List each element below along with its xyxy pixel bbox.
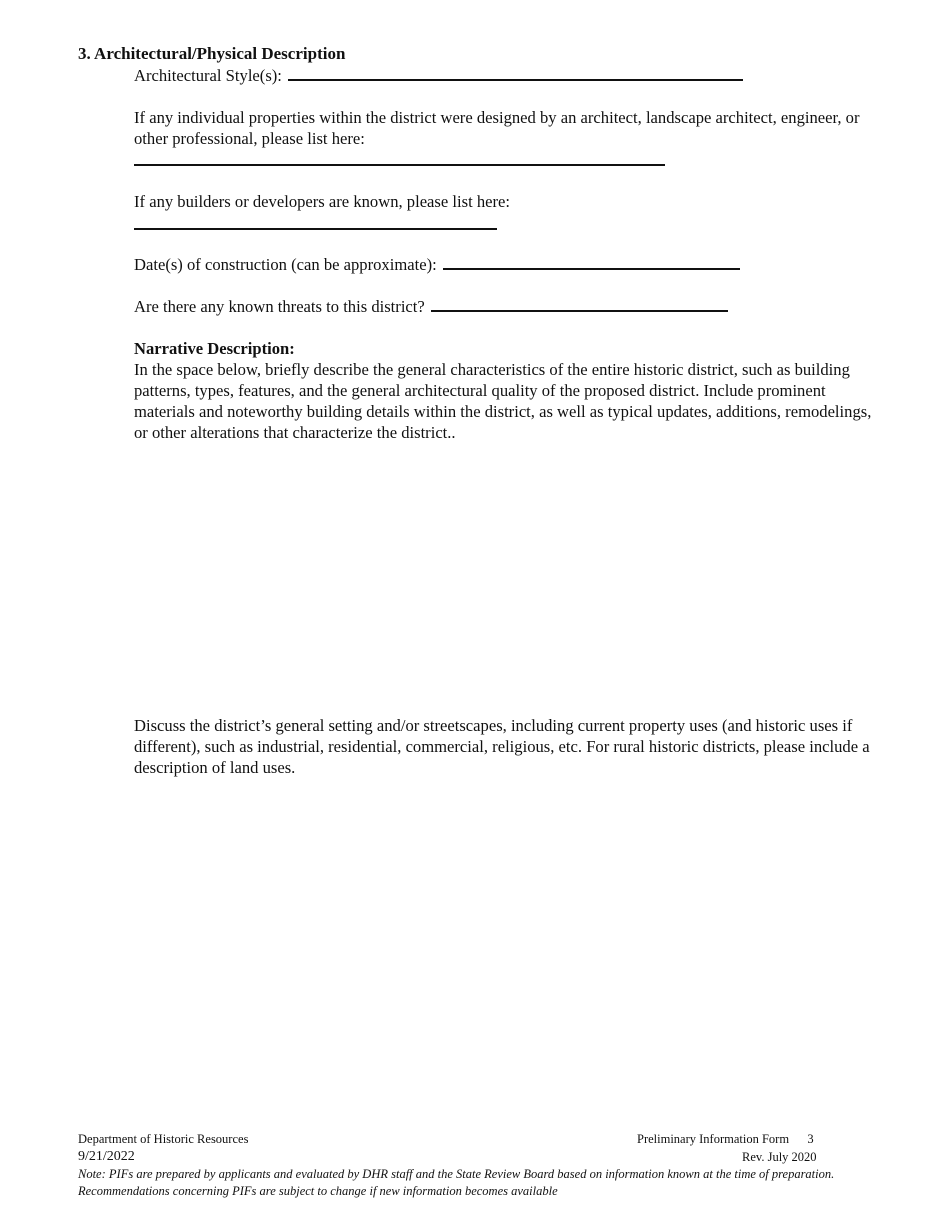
footer-revision: Rev. July 2020 <box>742 1150 817 1164</box>
setting-prompt: Discuss the district’s general setting and/or streetscapes, including current property uses (and historic uses if different), such as industrial, residential, commercial, religious, etc. For rural historic districts, please include a description of land uses. <box>134 716 870 777</box>
builders-field[interactable] <box>134 228 497 230</box>
narrative-response-area[interactable] <box>134 450 874 700</box>
setting-response-area[interactable] <box>134 790 874 1120</box>
narrative-prompt: In the space below, briefly describe the general characteristics of the entire historic district, such as building patterns, types, features, and the general architectural quality of the proposed district. Include prominent materials and noteworthy building details within the district, as well as typical updates, additions, remodelings, or other alterations that characterize the district.. <box>134 360 872 442</box>
construction-date-label: Date(s) of construction (can be approximate): <box>134 255 437 274</box>
footer-date: 9/21/2022 <box>78 1149 135 1164</box>
threats-row <box>134 296 728 317</box>
threats-field[interactable] <box>431 296 728 312</box>
architectural-style-row <box>134 65 743 86</box>
construction-date-row <box>134 254 740 275</box>
designers-prompt: If any individual properties within the district were designed by an architect, landscape architect, engineer, or other professional, please list here: <box>134 108 860 148</box>
footer-note <box>78 1166 834 1200</box>
narrative-heading: Narrative Description: <box>134 339 295 358</box>
footer-form-name: Preliminary Information Form <box>637 1132 790 1146</box>
footer-note-line2: Recommendations concerning PIFs are subject to change if new information becomes available <box>78 1184 558 1198</box>
footer-department: Department of Historic Resources <box>78 1132 249 1146</box>
designers-field[interactable] <box>134 164 665 166</box>
footer-note-line1: Note: PIFs are prepared by applicants and evaluated by DHR staff and the State Review Board based on information known at the time of preparation. <box>78 1167 835 1181</box>
architectural-style-label: Architectural Style(s): <box>134 66 282 85</box>
threats-label: Are there any known threats to this district? <box>134 297 425 316</box>
architectural-style-field[interactable] <box>288 65 743 81</box>
section-heading: 3. Architectural/Physical Description <box>78 44 346 63</box>
footer-form-info <box>637 1132 814 1147</box>
footer-page-number: 3 <box>807 1132 814 1146</box>
builders-prompt: If any builders or developers are known, please list here: <box>134 192 510 211</box>
construction-date-field[interactable] <box>443 254 740 270</box>
